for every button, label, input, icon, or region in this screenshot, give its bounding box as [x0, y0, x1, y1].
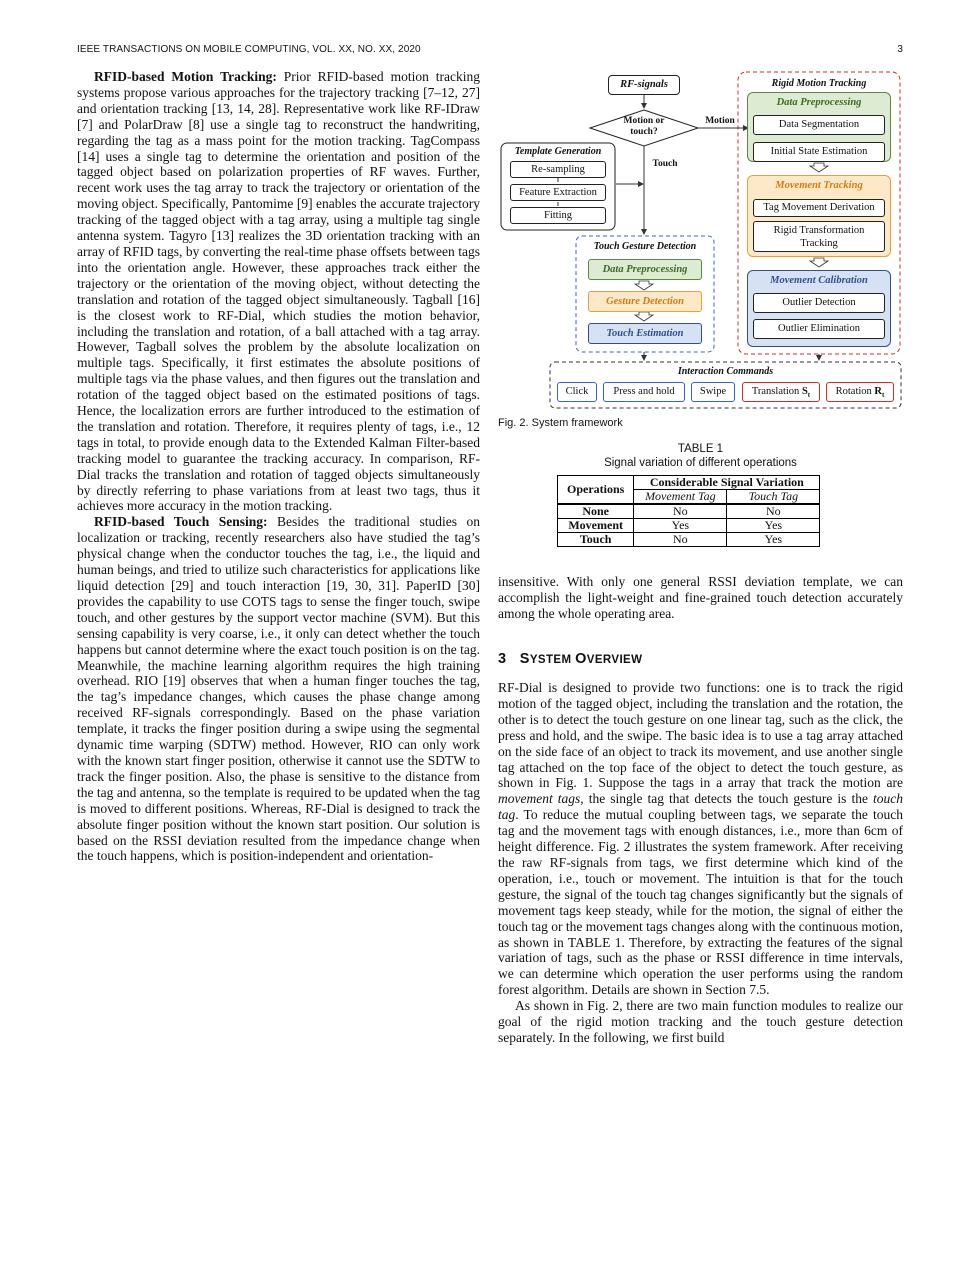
translation-command — [742, 382, 820, 402]
section-number: 3 — [498, 651, 507, 667]
gesture-detection-box: Gesture Detection — [588, 291, 702, 312]
row-movement: Yes — [634, 519, 727, 533]
table-row — [558, 504, 820, 519]
rotation-subscript: t — [882, 391, 885, 400]
continuation-paragraph: insensitive. With only one general RSSI deviation template, we can accomplish the light-weight and fine-grained touch detection accurately among the whole operating area. — [498, 574, 903, 621]
section-heading — [498, 651, 642, 667]
feature-extraction-box: Feature Extraction — [510, 184, 606, 201]
rf-signals-box: RF-signals — [608, 75, 680, 95]
resampling-box: Re-sampling — [510, 161, 606, 178]
subheader-movement-tag: Movement Tag — [634, 490, 727, 505]
row-touch: No — [727, 504, 820, 519]
outlier-detection-box: Outlier Detection — [753, 293, 885, 313]
page-number: 3 — [897, 44, 903, 55]
rigid-transformation-tracking-box: Rigid Transformation Tracking — [753, 221, 885, 252]
text-run: , the single tag that detects the touch gesture is the — [580, 791, 873, 807]
section-title-s: S — [519, 651, 530, 667]
interaction-commands-title: Interaction Commands — [677, 366, 774, 377]
fitting-box: Fitting — [510, 207, 606, 224]
touch-arrow-label: Touch — [652, 159, 678, 169]
rotation-symbol: R — [874, 386, 883, 397]
translation-label: Translation — [751, 386, 800, 397]
emphasis-movement-tags: movement tags — [498, 791, 581, 807]
header-operations: Operations — [558, 476, 634, 505]
table-row — [558, 519, 820, 533]
table-header-row — [558, 476, 820, 490]
rotation-label: Rotation — [835, 386, 872, 397]
table-row — [558, 533, 820, 547]
tag-movement-derivation-box: Tag Movement Derivation — [753, 199, 885, 217]
paragraph-heading: RFID-based Touch Sensing: — [94, 514, 268, 530]
movement-calibration-title: Movement Calibration — [770, 275, 868, 286]
row-touch: Yes — [727, 533, 820, 547]
paragraph-body: Besides the traditional studies on localization or tracking, recently researchers also have studied the tag’s physical change when the conductor touches the tag, i.e., the liquid and human beings, and tried to utilize such characteristics for applications like liquid detection [29] and touch interaction [19, 30, 31]. PaperID [30] provides the capability to use COTS tags to sense the finger touch, swipe touch, and other gestures by the support vector machine (SVM). But this sensing capability is very coarse, i.e., it only can detect whether the touch happens but cannot determine where the exact touch position is on the tag. Meanwhile, the machine learning algorithm requires the high training overhead. RIO [19] observes that when a human finger touches the tag, the tag’s impedance changes, which causes the phase change among received RF-signals correspondingly. Based on the phase variation template, it tracks the finger position during a swipe using the segmental dynamic time warping (SDTW) method. However, RIO can only work with the known start finger position, otherwise it cannot use the SDTW to track the finger position. Also, the phase is sensitive to the distance from the tag and antenna, so the template is required to be updated when the tag is moved to different positions. Whereas, RF-Dial is designed to track the absolute finger position without the known start position. Our solution is based on the RSSI deviation resulted from the impedance change when the touch happens, which is position-independent and orientation- — [77, 514, 480, 864]
press-and-hold-command: Press and hold — [603, 382, 685, 402]
running-header: IEEE TRANSACTIONS ON MOBILE COMPUTING, VOL. XX, NO. XX, 2020 — [77, 44, 421, 55]
table-label: TABLE 1 — [677, 443, 724, 455]
row-op: Touch — [558, 533, 634, 547]
paragraph-heading: RFID-based Motion Tracking: — [94, 69, 277, 84]
template-generation-title: Template Generation — [514, 146, 602, 157]
outlier-elimination-box: Outlier Elimination — [753, 319, 885, 339]
touch-estimation-box: Touch Estimation — [588, 323, 702, 344]
data-segmentation-box: Data Segmentation — [753, 115, 885, 135]
translation-subscript: t — [807, 391, 811, 400]
row-movement: No — [634, 504, 727, 519]
section-title-o: O — [575, 651, 587, 667]
touch-data-preprocessing-box: Data Preprocessing — [588, 259, 702, 280]
paragraph-body: Prior RFID-based motion tracking systems propose various approaches for the trajectory tracking [7–12, 27] and orientation tracking [13, 14, 28]. Representative work like RF-IDraw [7] and PolarDraw [8] use a single tag to reconstruct the handwriting, regarding the tag as a mass point for the motion tracking. TagCompass [14] uses a single tag to determine the orientation and position of the tagged object based on polarization properties of RF waves. Further, recent work uses the tag array to track the trajectory or orientation of the moving object. Specifically, Pantomime [9] enables the accurate trajectory tracking of the tagged object with a tag array, using a multiple tag single antenna system. Tagyro [13] realizes the 3D orientation tracking with an array of RFID tags, by converting the real-time phase offsets between tags into the orientation angle. However, these approaches track either the trajectory or the orientation of the moving object, without detecting the translation and rotation of the tagged object simultaneously. Tagball [16] is the closest work to RF-Dial, which studies the motion behavior, including the translation and rotation, of a ball attached with a tag array. However, Tagball solves the problem by the absolute localization on multiple tags. Specifically, it first estimates the absolute positions of multiple tags via the phase values, and then figures out the translation and rotation of the tagged object based on the estimated positions of tags. Hence, the localization errors are further introduced to the estimation of the translation and rotation. Therefore, it requires plenty of tags, i.e., 12 tags in total, to provide enough data to the Extended Kalman Filter-based tracking model to guarantee the tracking accuracy. In comparison, RF-Dial tracks the translation and rotation of tagged objects simultaneously by directly referring to phase variations from at least two tags, thus it achieves more accuracy in the motion tracking. — [77, 69, 480, 514]
signal-variation-table — [557, 475, 820, 547]
row-op: None — [558, 504, 634, 519]
subheader-touch-tag: Touch Tag — [727, 490, 820, 505]
click-command: Click — [557, 382, 597, 402]
text-run: RF-Dial is designed to provide two functions: one is to track the rigid motion of the tagged object, including the translation and the rotation, the other is to detect the touch gesture on one linear tag, such as the click, the press and hold, and the swipe. The basic idea is to use a tag array attached on the side face of an object to track its movement, and use another single tag attached on the top face of the object to detect the touch gesture, as shown in Fig. 1. Suppose the tags in a array that track the motion are — [498, 680, 903, 791]
paragraph-motion-tracking — [77, 69, 480, 514]
rotation-command — [826, 382, 894, 402]
text-run: . To reduce the mutual coupling between tags, we separate the touch tag and the movement tags with enough distances, i.e., more than 6cm of height difference. Fig. 2 illustrates the system framework. After receiving the raw RF-signals from tags, we first determine which kind of the operation, i.e., touch or movement. The intuition is that for the touch gesture, the signal of the touch tag changes significantly but the signals of movement tags keep steady, while for the motion, the signal of either the touch tag or the movement tags changes along with the continuous motion, as shown in TABLE 1. Therefore, by extracting the features of the signal variation of tags, such as the phase or RSSI difference in time intervals, we can determine which operation the user performs using the random forest algorithm. Details are shown in Section 7.5. — [498, 807, 903, 998]
right-column-continuation — [498, 574, 903, 622]
paragraph-touch-sensing — [77, 514, 480, 864]
rigid-motion-tracking-title: Rigid Motion Tracking — [771, 78, 867, 89]
movement-tracking-title: Movement Tracking — [775, 180, 863, 191]
translation-symbol: S — [801, 386, 808, 397]
header-signal-variation: Considerable Signal Variation — [634, 476, 820, 490]
row-touch: Yes — [727, 519, 820, 533]
section-title-ystem: YSTEM — [529, 654, 576, 666]
rigid-data-preprocessing-title: Data Preprocessing — [776, 97, 862, 108]
right-column-body — [498, 680, 903, 1046]
swipe-command: Swipe — [691, 382, 735, 402]
row-op: Movement — [558, 519, 634, 533]
initial-state-estimation-box: Initial State Estimation — [753, 142, 885, 162]
system-framework-figure — [498, 68, 903, 413]
system-overview-paragraph — [498, 680, 903, 998]
figure-caption: Fig. 2. System framework — [498, 417, 623, 429]
row-movement: No — [634, 533, 727, 547]
function-modules-paragraph: As shown in Fig. 2, there are two main function modules to realize our goal of the rigid motion tracking and the touch gesture detection separately. In the following, we first build — [498, 998, 903, 1045]
emphasis-touch-tag: touch tag — [498, 791, 903, 823]
section-title-verview: VERVIEW — [586, 654, 643, 666]
motion-arrow-label: Motion — [705, 116, 735, 126]
table-caption: Signal variation of different operations — [604, 457, 797, 469]
motion-or-touch-decision: Motion or touch? — [623, 116, 665, 137]
left-column — [77, 69, 480, 864]
touch-gesture-detection-title: Touch Gesture Detection — [593, 241, 697, 252]
